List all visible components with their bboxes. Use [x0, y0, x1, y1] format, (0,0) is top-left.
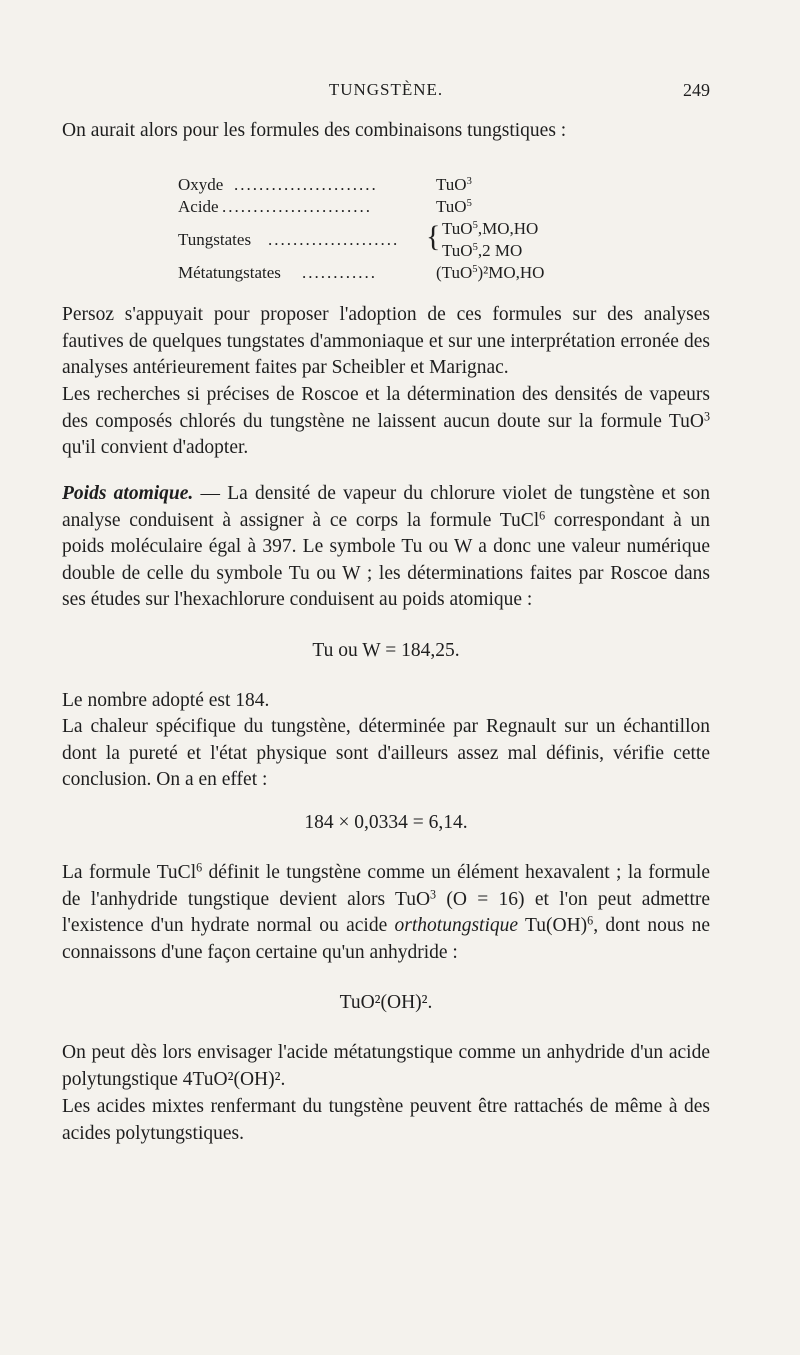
equation-anhydride: TuO²(OH)². [339, 992, 433, 1013]
equation-specific-heat: 184 × 0,0334 = 6,14. [304, 812, 468, 833]
row-name: Oxyde [178, 175, 224, 194]
brace-mark: { [426, 220, 441, 253]
paragraph-6: La formule TuCl$^6$ définit le tungstène comme un élément hexavalent ; la formule de l'anhydride tungstique devient alors TuO$^3$ (O = 16) et l'on peut admettre l'existence d'un hydrate normal ou acide orthotungstique Tu(OH)$^6$, dont nous ne connaissons d'une façon certaine qu'un anhydride : [62, 860, 711, 963]
page-number: 249 [683, 80, 710, 100]
leader-dots: ..................... [268, 230, 400, 249]
paragraph-3: Poids atomique. — La densité de vapeur du chlorure violet de tungstène et son analyse conduisent à assigner à ce corps la formule TuCl$^6$ correspondant à un poids moléculaire égal à 397. Le symbole Tu ou W a donc une valeur numérique double de celle du symbole Tu ou W ; les déterminations faites par Roscoe dans ses études sur l'hexachlorure conduisent au poids atomique : [62, 483, 710, 611]
row-name: Acide [178, 197, 219, 216]
row-formula: TuO$^5$ [436, 197, 472, 216]
intro-text [62, 118, 710, 145]
chapter-title: TUNGSTÈNE. [328, 80, 444, 99]
paragraph-2: Les recherches si précises de Roscoe et la détermination des densités de vapeurs des composés chlorés du tungstène ne laissent aucun doute sur la formule TuO$^3$ qu'il convient d'adopter. [62, 384, 710, 459]
paragraph-7: On peut dès lors envisager l'acide métatungstique comme un anhydride d'un acide polytungstique 4TuO²(OH)². [62, 1042, 710, 1090]
leader-dots: ....................... [234, 175, 378, 194]
row-formula: TuO$^3$ [436, 175, 472, 194]
row-formula: (TuO$^5$)²MO,HO [436, 263, 545, 282]
row-formula-a: TuO$^5$,MO,HO [442, 219, 539, 238]
intro-line: On aurait alors pour les formules des combinaisons tungstiques : [62, 120, 567, 141]
paragraph-4: Le nombre adopté est 184. [62, 690, 270, 711]
section-heading: Poids atomique. [62, 483, 194, 504]
row-name: Tungstates [178, 230, 252, 249]
row-formula-b: TuO$^5$,2 MO [442, 241, 523, 260]
row-name: Métatungstates [178, 263, 281, 282]
running-header [62, 80, 710, 104]
paragraph-5: La chaleur spécifique du tungstène, déterminée par Regnault sur un échantillon dont la pureté et l'état physique sont d'ailleurs assez mal définis, vérifie cette conclusion. On a en effet : [62, 716, 710, 791]
leader-dots: ............ [302, 263, 377, 282]
equation-atomic-weight: Tu ou W = 184,25. [312, 640, 460, 661]
leader-dots: ........................ [222, 197, 372, 216]
paragraph-8: Les acides mixtes renfermant du tungstène peuvent être rattachés de même à des acides polytungstiques. [62, 1096, 710, 1144]
paragraph-1: Persoz s'appuyait pour proposer l'adoption de ces formules sur des analyses fautives de quelques tungstates d'ammoniaque et sur une interprétation erronée des analyses antérieurement faites par Scheibler et Marignac. [62, 304, 710, 379]
